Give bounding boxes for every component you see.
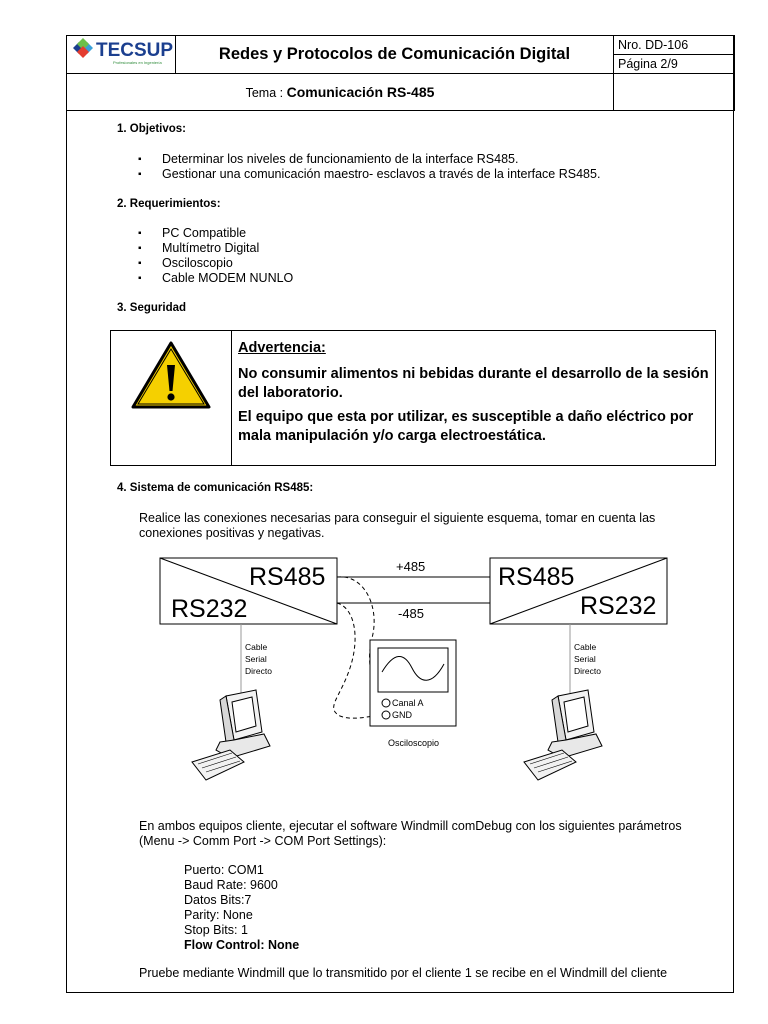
right-cable-label-3: Directo [574,666,601,676]
final-instructions: Pruebe mediante Windmill que lo transmitido por el cliente 1 se recibe en el Windmill del cliente [139,966,668,980]
heading-requerimientos: 2. Requerimientos: [117,198,221,210]
list-item: ▪ Cable MODEM NUNLO [138,271,293,286]
objetivos-list [138,152,600,182]
param-line: Baud Rate: 9600 [184,878,278,892]
param-line: Datos Bits:7 [184,893,252,907]
left-cable-label-2: Serial [245,654,267,664]
left-converter-box [160,558,337,624]
param-flow-control: Flow Control: None [184,938,300,952]
rs485-diagram [150,548,670,788]
left-computer-icon [192,690,270,780]
gnd-label: GND [392,710,412,720]
right-converter-box [490,558,667,624]
list-item: ▪ PC Compatible [138,226,293,241]
canal-a-label: Canal A [392,698,424,708]
left-rs485-label: RS485 [249,563,326,591]
right-cable-label-1: Cable [574,642,597,652]
warning-text [238,339,713,451]
heading-sistema: 4. Sistema de comunicación RS485: [117,482,314,494]
heading-objetivos: 1. Objetivos: [117,123,187,135]
list-item: ▪ Gestionar una comunicación maestro- esclavos a través de la interface RS485. [138,167,600,182]
logo-text: TECSUP [96,40,173,61]
param-line: Stop Bits: 1 [184,923,248,937]
oscilloscope-label: Osciloscopio [388,738,440,748]
list-item: ▪ Determinar los niveles de funcionamiento de la interface RS485. [138,152,600,167]
warning-triangle-icon [111,331,231,465]
warning-icon-cell [111,331,232,465]
document-title: Redes y Protocolos de Comunicación Digital [176,36,614,74]
right-cable-label-2: Serial [574,654,596,664]
param-line: Parity: None [184,908,253,922]
warning-title: Advertencia: [238,340,326,356]
page-number: Página 2/9 [614,55,735,74]
left-rs232-label: RS232 [171,595,248,623]
left-cable-label-3: Directo [245,666,272,676]
left-cable-label-1: Cable [245,642,268,652]
oscilloscope-icon [370,640,456,726]
document-number: Nro. DD-106 [614,36,735,55]
warning-line: El equipo que esta por utilizar, es susceptible a daño eléctrico por mala manipulación y/o carga electroestática. [238,409,694,444]
warning-line: No consumir alimentos ni bebidas durante el desarrollo de la sesión del laboratorio. [238,366,709,401]
run-instructions: En ambos equipos cliente, ejecutar el software Windmill comDebug con los siguientes parámetros (Menu -> Comm Port -> COM Port Settings): [139,819,682,848]
logo-tagline: Profesionales en Ingeniería [113,60,162,65]
sistema-intro: Realice las conexiones necesarias para conseguir el siguiente esquema, tomar en cuenta las conexiones positivas y negativas. [139,511,656,540]
list-item: ▪ Osciloscopio [138,256,293,271]
warning-box [110,330,716,466]
list-item: ▪ Multímetro Digital [138,241,293,256]
right-computer-icon [524,690,602,780]
param-line: Puerto: COM1 [184,863,264,877]
right-rs485-label: RS485 [498,563,575,591]
port-params [184,863,299,953]
right-rs232-label: RS232 [580,592,657,620]
requerimientos-list [138,226,293,286]
minus-485-label: -485 [398,606,425,621]
topic-title: Comunicación RS-485 [286,84,435,100]
topic-prefix: Tema : [245,86,287,100]
heading-seguridad: 3. Seguridad [117,302,187,314]
plus-485-label: +485 [396,559,426,574]
